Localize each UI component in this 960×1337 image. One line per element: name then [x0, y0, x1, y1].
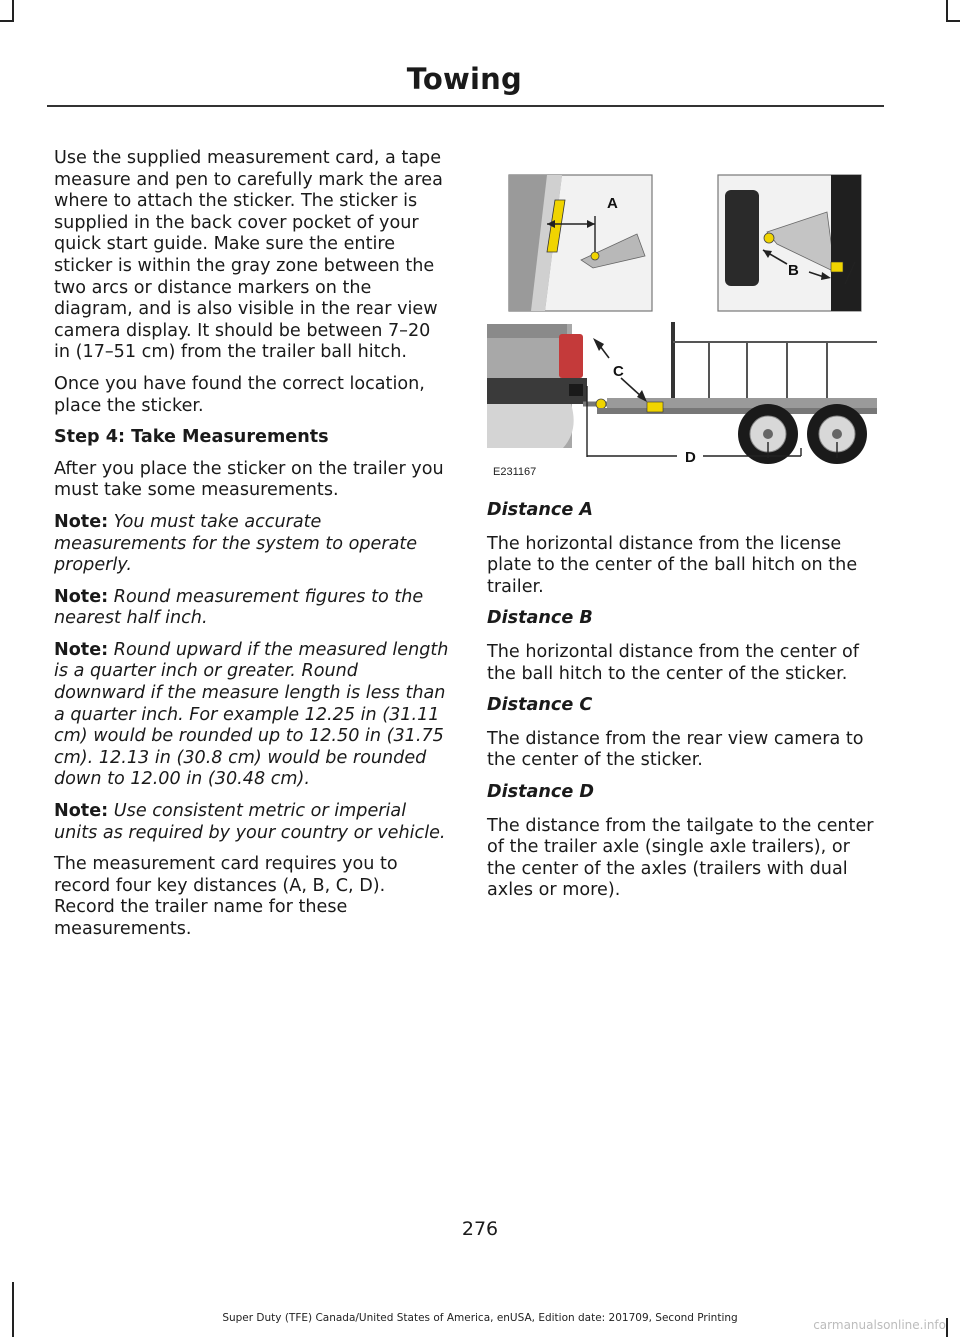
- label-d: D: [685, 449, 696, 466]
- distance-b-title: Distance B: [487, 608, 593, 629]
- towing-measurement-figure: [487, 172, 877, 482]
- distance-d-text: The distance from the tailgate to the center of the trailer axle (single axle trailers), or the center of the axles (trailers with dual axles or more).: [487, 815, 874, 901]
- header-divider: [47, 105, 884, 107]
- truck-trailer-view: [487, 322, 877, 466]
- note-text: You must take accurate measurements for the system to operate properly.: [54, 511, 418, 576]
- distance-d-title: Distance D: [487, 781, 595, 802]
- note-text: Use consistent metric or imperial units as required by your country or vehicle.: [54, 801, 446, 843]
- right-column: [487, 500, 882, 912]
- distance-b-text: The horizontal distance from the center of the ball hitch to the center of the sticker.: [487, 641, 859, 684]
- crop-mark: [946, 20, 960, 22]
- measurement-card-paragraph: The measurement card requires you to record four key distances (A, B, C, D). Record the trailer name for these measurements.: [54, 854, 398, 939]
- label-a: A: [607, 195, 618, 212]
- note-text: Round measurement figures to the nearest half inch.: [54, 586, 424, 629]
- inset-a: [509, 175, 652, 311]
- distance-a-text: The horizontal distance from the license plate to the center of the ball hitch on the trailer.: [487, 533, 858, 597]
- page-number: 276: [461, 1218, 499, 1240]
- step-heading: Step 4: Take Measurements: [54, 427, 329, 448]
- note-units: [54, 801, 449, 844]
- label-b: B: [788, 262, 799, 279]
- intro-paragraph: Use the supplied measurement card, a tape measure and pen to carefully mark the area where to attach the sticker. The sticker is supplied in the back cover pocket of your quick start guide. Make sure the entire sticker is within the gray zone between the two arcs or distance markers on the diagram, and is also visible in the rear view camera display. It should be between 7–20 in (17–51 cm) from the trailer ball hitch.: [54, 148, 443, 363]
- crop-mark: [946, 0, 948, 22]
- page-header-title: Towing: [406, 62, 522, 96]
- left-column: [54, 148, 449, 951]
- crop-mark: [12, 1282, 14, 1337]
- crop-mark: [0, 20, 14, 22]
- note-round: [54, 587, 449, 630]
- note-label: Note:: [54, 639, 109, 660]
- note-label: Note:: [54, 801, 109, 822]
- inset-b: [718, 175, 861, 311]
- label-c: C: [613, 363, 624, 380]
- measurement-diagram: [487, 172, 877, 482]
- note-label: Note:: [54, 511, 109, 532]
- distance-c-title: Distance C: [487, 695, 593, 716]
- distance-c-text: The distance from the rear view camera to the center of the sticker.: [487, 728, 864, 771]
- note-label: Note:: [54, 586, 109, 607]
- crop-mark: [12, 0, 14, 22]
- watermark: carmanualsonline.info: [813, 1318, 946, 1332]
- measurements-paragraph: After you place the sticker on the trailer you must take some measurements.: [54, 458, 444, 501]
- figure-code: E231167: [493, 466, 537, 478]
- note-round-rules: [54, 640, 449, 791]
- place-sticker-paragraph: Once you have found the correct location, place the sticker.: [54, 373, 425, 416]
- note-text: Round upward if the measured length is a quarter inch or greater. Round downward if the measure length is less than a quarter inch. For example 12.25 in (31.11 cm) would be rounded up to 12.50 in (31.75 cm). 12.13 in (30.8 cm) would be rounded down to 12.00 in (30.48 cm).: [54, 639, 449, 790]
- edition-footer: Super Duty (TFE) Canada/United States of America, enUSA, Edition date: 201709, Second Printing: [222, 1312, 738, 1324]
- note-accurate: [54, 512, 449, 577]
- distance-a-title: Distance A: [487, 500, 594, 520]
